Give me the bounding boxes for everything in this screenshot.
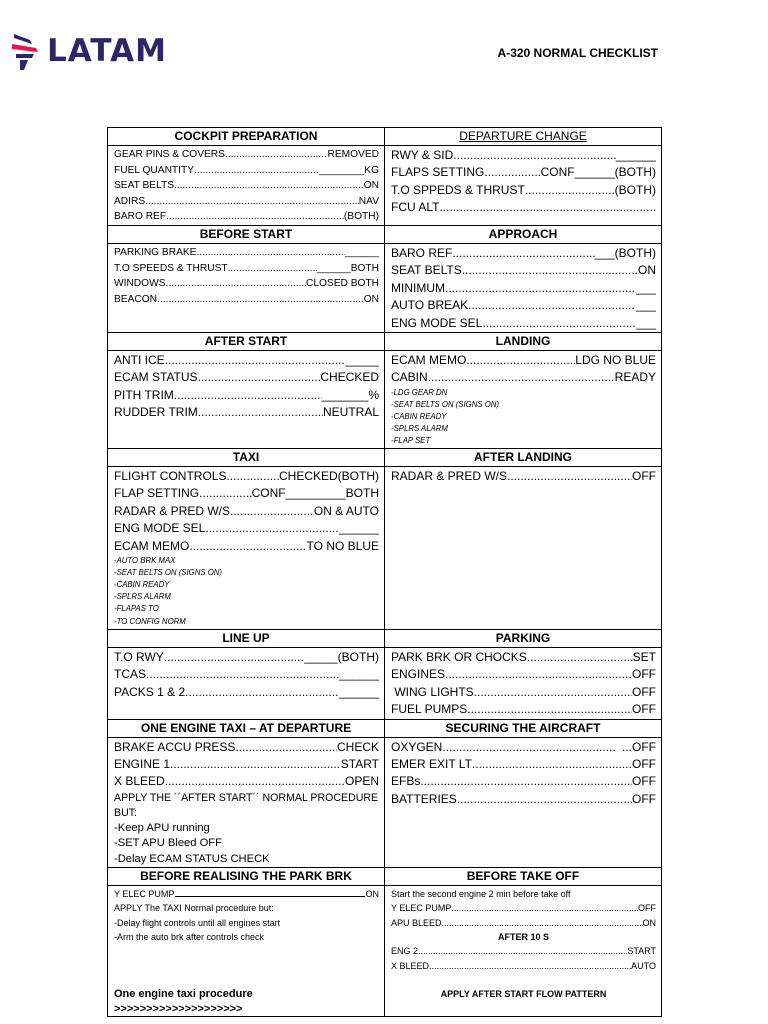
list-item: RWY & SID ..... ______ xyxy=(391,147,656,164)
landing-note: -CABIN READY xyxy=(391,412,447,422)
procedure-note: -Keep APU running xyxy=(114,821,210,834)
after-landing-list xyxy=(385,467,662,630)
securing-aircraft-list xyxy=(385,737,662,867)
list-item: Y ELEC PUMP ..... OFF xyxy=(391,901,656,915)
list-item: WINDOWS ..... CLOSED BOTH xyxy=(114,276,379,292)
taxi-note: -CABIN READY xyxy=(114,580,170,590)
list-item: EFBs ..... OFF xyxy=(391,773,656,790)
after-start-flow-footer: APPLY AFTER START FLOW PATTERN xyxy=(440,988,607,999)
list-item: Y ELEC PUMP ON xyxy=(114,889,379,900)
list-item: RUDDER TRIM ..... NEUTRAL xyxy=(114,404,379,421)
taxi-note: -AUTO BRK MAX xyxy=(114,556,176,566)
list-item: BARO REF ..... ___(BOTH) xyxy=(391,245,656,262)
body-row-4 xyxy=(108,467,662,630)
brand-name: LATAM xyxy=(47,32,167,69)
list-item: AUTO BREAK ..... ___ xyxy=(391,297,656,314)
list-item: ENG 2 ..... START xyxy=(391,944,656,958)
list-item: WING LIGHTS ..... OFF xyxy=(391,684,656,701)
list-item: ENG MODE SEL ..... ______ xyxy=(114,520,379,537)
list-item: SEAT BELTS ..... ........ON xyxy=(391,262,656,279)
after-start-list xyxy=(108,351,385,449)
list-item: ENGINES ..... OFF xyxy=(391,666,656,683)
list-item: ANTI ICE ..... _____ xyxy=(114,352,379,369)
cockpit-preparation-list xyxy=(108,146,385,226)
procedure-note: -Arm the auto brk after controls check xyxy=(114,931,265,942)
list-item: EMER EXIT LT ..... OFF xyxy=(391,756,656,773)
header-row-7 xyxy=(108,868,662,886)
one-engine-taxi-list xyxy=(108,737,385,867)
taxi-title: TAXI xyxy=(108,449,385,467)
after-start-title: AFTER START xyxy=(108,333,385,351)
document-title: A-320 NORMAL CHECKLIST xyxy=(497,46,658,60)
procedure-note: BUT: xyxy=(114,806,137,819)
list-item: MINIMUM ..... ___ xyxy=(391,280,656,297)
parking-list xyxy=(385,648,662,720)
landing-note: -SPLRS ALARM xyxy=(391,424,448,434)
list-item: FCU ALT ..... xyxy=(391,199,656,216)
list-item: BARO REF ..... (BOTH) xyxy=(114,209,379,225)
list-item: APU BLEED ..... ON xyxy=(391,916,656,930)
header-row-6 xyxy=(108,719,662,737)
taxi-note: -FLAPAS TO xyxy=(114,604,159,614)
procedure-note: -Delay ECAM STATUS CHECK xyxy=(114,852,270,865)
header-row-3 xyxy=(108,333,662,351)
landing-note: -SEAT BELTS ON (SIGNS ON) xyxy=(391,399,500,409)
departure-change-list xyxy=(385,146,662,226)
one-engine-taxi-footer: One engine taxi procedure >>>>>>>>>>>>>>>>>>>> xyxy=(114,988,253,1015)
list-item: BEACON ..... ON xyxy=(114,292,379,308)
header-row-1 xyxy=(108,128,662,146)
list-item: TCAS ..... ______ xyxy=(114,666,379,683)
list-item: FLIGHT CONTROLS ..... CHECKED(BOTH) xyxy=(114,468,379,485)
header-row-2 xyxy=(108,226,662,244)
body-row-5 xyxy=(108,648,662,720)
taxi-list xyxy=(108,467,385,630)
before-start-list xyxy=(108,244,385,333)
page-header xyxy=(0,0,768,100)
procedure-note: APPLY THE ´´AFTER START´´ NORMAL PROCEDURE xyxy=(114,791,379,804)
before-take-off-title: BEFORE TAKE OFF xyxy=(385,868,662,886)
before-take-off-list xyxy=(385,886,662,1017)
list-item: PARKING BRAKE ..... ______ xyxy=(114,245,379,261)
landing-note: -FLAP SET xyxy=(391,436,431,446)
list-item: ADIRS ..... NAV xyxy=(114,194,379,210)
list-item: ENG MODE SEL ..... ___ xyxy=(391,315,656,332)
parking-title: PARKING xyxy=(385,630,662,648)
list-item: PITH TRIM ..... _______% xyxy=(114,387,379,404)
header-row-4 xyxy=(108,449,662,467)
list-item: PARK BRK OR CHOCKS ..... SET xyxy=(391,649,656,666)
list-item: OXYGEN ..... ...OFF xyxy=(391,739,656,756)
list-item: T.O RWY ..... _____(BOTH) xyxy=(114,649,379,666)
list-item: ENGINE 1 ..... START xyxy=(114,756,379,773)
body-row-7 xyxy=(108,886,662,1017)
list-item: CABIN ..... READY xyxy=(391,369,656,386)
landing-note: -LDG GEAR DN xyxy=(391,387,448,397)
taxi-note: -SEAT BELTS ON (SIGNS ON) xyxy=(114,568,223,578)
procedure-note: -Delay flight controls until all engines start xyxy=(114,917,281,928)
latam-logo-icon xyxy=(10,30,42,72)
list-item: ECAM MEMO ..... TO NO BLUE xyxy=(114,538,379,555)
body-row-3 xyxy=(108,351,662,449)
header-row-5 xyxy=(108,630,662,648)
list-item: T.O SPEEDS & THRUST ..... ______BOTH xyxy=(114,261,379,277)
line-up-list xyxy=(108,648,385,720)
before-park-brk-list xyxy=(108,886,385,1017)
list-item: RADAR & PRED W/S ..... ON & AUTO xyxy=(114,503,379,520)
list-item: SEAT BELTS ..... ON xyxy=(114,178,379,194)
list-item: X BLEED ..... AUTO xyxy=(391,959,656,973)
list-item: FUEL QUANTITY ..... ________KG xyxy=(114,163,379,179)
landing-title: LANDING xyxy=(385,333,662,351)
list-item: BRAKE ACCU PRESS ..... CHECK xyxy=(114,739,379,756)
procedure-note: Start the second engine 2 min before take off xyxy=(391,889,571,900)
body-row-1 xyxy=(108,146,662,226)
taxi-note: -SPLRS ALARM xyxy=(114,592,171,602)
before-park-brk-title: BEFORE REALISING THE PARK BRK xyxy=(108,868,385,886)
list-item: RADAR & PRED W/S ..... OFF xyxy=(391,468,656,485)
procedure-note: -SET APU Bleed OFF xyxy=(114,837,222,850)
list-item: FUEL PUMPS ..... OFF xyxy=(391,701,656,718)
list-item: T.O SPPEDS & THRUST ..... (BOTH) xyxy=(391,182,656,199)
list-item: FLAP SETTING ..... CONF_________BOTH xyxy=(114,485,379,502)
departure-change-title: DEPARTURE CHANGE xyxy=(385,128,662,146)
landing-list xyxy=(385,351,662,449)
after-10s-subtitle: AFTER 10 S xyxy=(497,931,549,942)
taxi-note: -TO CONFIG NORM xyxy=(114,616,186,626)
list-item: ECAM MEMO ..... LDG NO BLUE xyxy=(391,352,656,369)
after-landing-title: AFTER LANDING xyxy=(385,449,662,467)
list-item: GEAR PINS & COVERS ..... REMOVED xyxy=(114,147,379,163)
body-row-6 xyxy=(108,737,662,867)
list-item: FLAPS SETTING ..... CONF______(BOTH) xyxy=(391,164,656,181)
cockpit-preparation-title: COCKPIT PREPARATION xyxy=(108,128,385,146)
line-up-title: LINE UP xyxy=(108,630,385,648)
procedure-note: APPLY The TAXI Normal procedure but: xyxy=(114,903,274,914)
one-engine-taxi-title: ONE ENGINE TAXI – AT DEPARTURE xyxy=(108,719,385,737)
brand-logo xyxy=(10,30,167,72)
checklist-table xyxy=(107,127,662,1017)
body-row-2 xyxy=(108,244,662,333)
approach-list xyxy=(385,244,662,333)
list-item: X BLEED ..... OPEN xyxy=(114,773,379,790)
approach-title: APPROACH xyxy=(385,226,662,244)
list-item: PACKS 1 & 2 ..... ______ xyxy=(114,684,379,701)
securing-aircraft-title: SECURING THE AIRCRAFT xyxy=(385,719,662,737)
list-item: ECAM STATUS ..... CHECKED xyxy=(114,369,379,386)
before-start-title: BEFORE START xyxy=(108,226,385,244)
list-item: BATTERIES ..... OFF xyxy=(391,791,656,808)
